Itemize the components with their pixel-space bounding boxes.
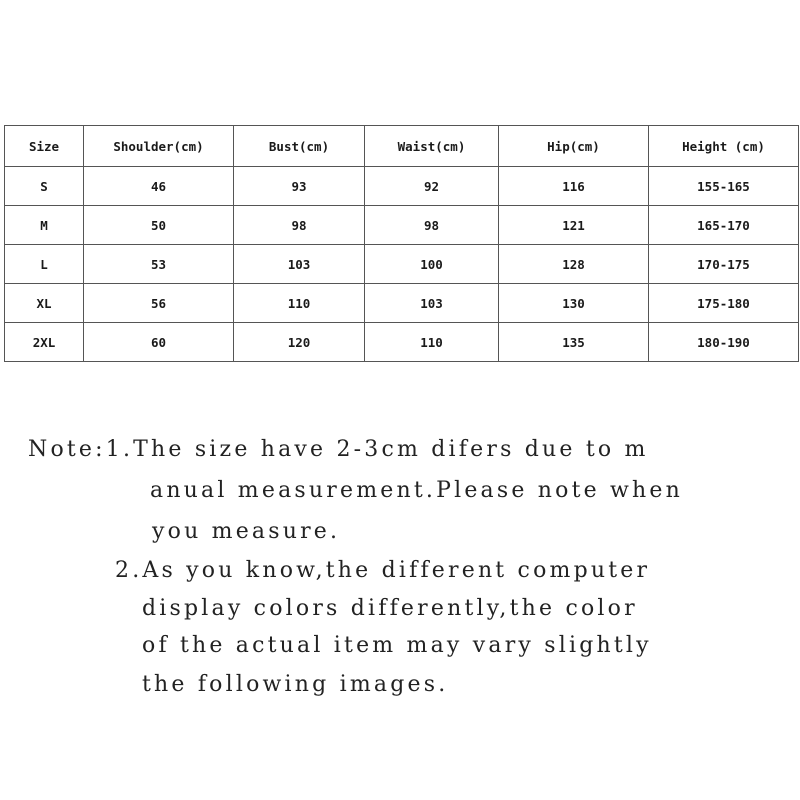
header-height: Height (cm) [649, 126, 799, 167]
note-line: anual measurement.Please note when [150, 478, 684, 503]
cell-shoulder: 56 [84, 284, 234, 323]
note-line: of the actual item may vary slightly [142, 633, 652, 658]
cell-hip: 130 [499, 284, 649, 323]
cell-shoulder: 50 [84, 206, 234, 245]
cell-hip: 121 [499, 206, 649, 245]
table-row [5, 284, 799, 323]
table-row [5, 167, 799, 206]
header-size: Size [5, 126, 84, 167]
cell-shoulder: 60 [84, 323, 234, 362]
header-bust: Bust(cm) [234, 126, 365, 167]
cell-height: 175-180 [649, 284, 799, 323]
cell-height: 180-190 [649, 323, 799, 362]
cell-hip: 135 [499, 323, 649, 362]
note-line: display colors differently,the color [142, 596, 638, 621]
cell-shoulder: 46 [84, 167, 234, 206]
cell-hip: 116 [499, 167, 649, 206]
cell-bust: 103 [234, 245, 365, 284]
note-line: 2.As you know,the different computer [115, 558, 651, 583]
table-header-row [5, 126, 799, 167]
cell-height: 170-175 [649, 245, 799, 284]
cell-shoulder: 53 [84, 245, 234, 284]
cell-hip: 128 [499, 245, 649, 284]
note-line: the following images. [142, 672, 449, 697]
cell-size: XL [5, 284, 84, 323]
table-row [5, 323, 799, 362]
cell-height: 165-170 [649, 206, 799, 245]
note-line: you measure. [152, 519, 341, 544]
cell-bust: 93 [234, 167, 365, 206]
cell-waist: 98 [365, 206, 499, 245]
header-shoulder: Shoulder(cm) [84, 126, 234, 167]
table-row [5, 245, 799, 284]
cell-bust: 110 [234, 284, 365, 323]
cell-size: L [5, 245, 84, 284]
size-chart-table [4, 125, 799, 362]
cell-bust: 98 [234, 206, 365, 245]
cell-size: S [5, 167, 84, 206]
cell-waist: 103 [365, 284, 499, 323]
header-hip: Hip(cm) [499, 126, 649, 167]
header-waist: Waist(cm) [365, 126, 499, 167]
cell-size: 2XL [5, 323, 84, 362]
cell-bust: 120 [234, 323, 365, 362]
cell-waist: 100 [365, 245, 499, 284]
cell-waist: 92 [365, 167, 499, 206]
cell-size: M [5, 206, 84, 245]
cell-waist: 110 [365, 323, 499, 362]
cell-height: 155-165 [649, 167, 799, 206]
table-row [5, 206, 799, 245]
note-line: Note:1.The size have 2-3cm difers due to m [28, 437, 649, 462]
size-notes [0, 430, 800, 720]
